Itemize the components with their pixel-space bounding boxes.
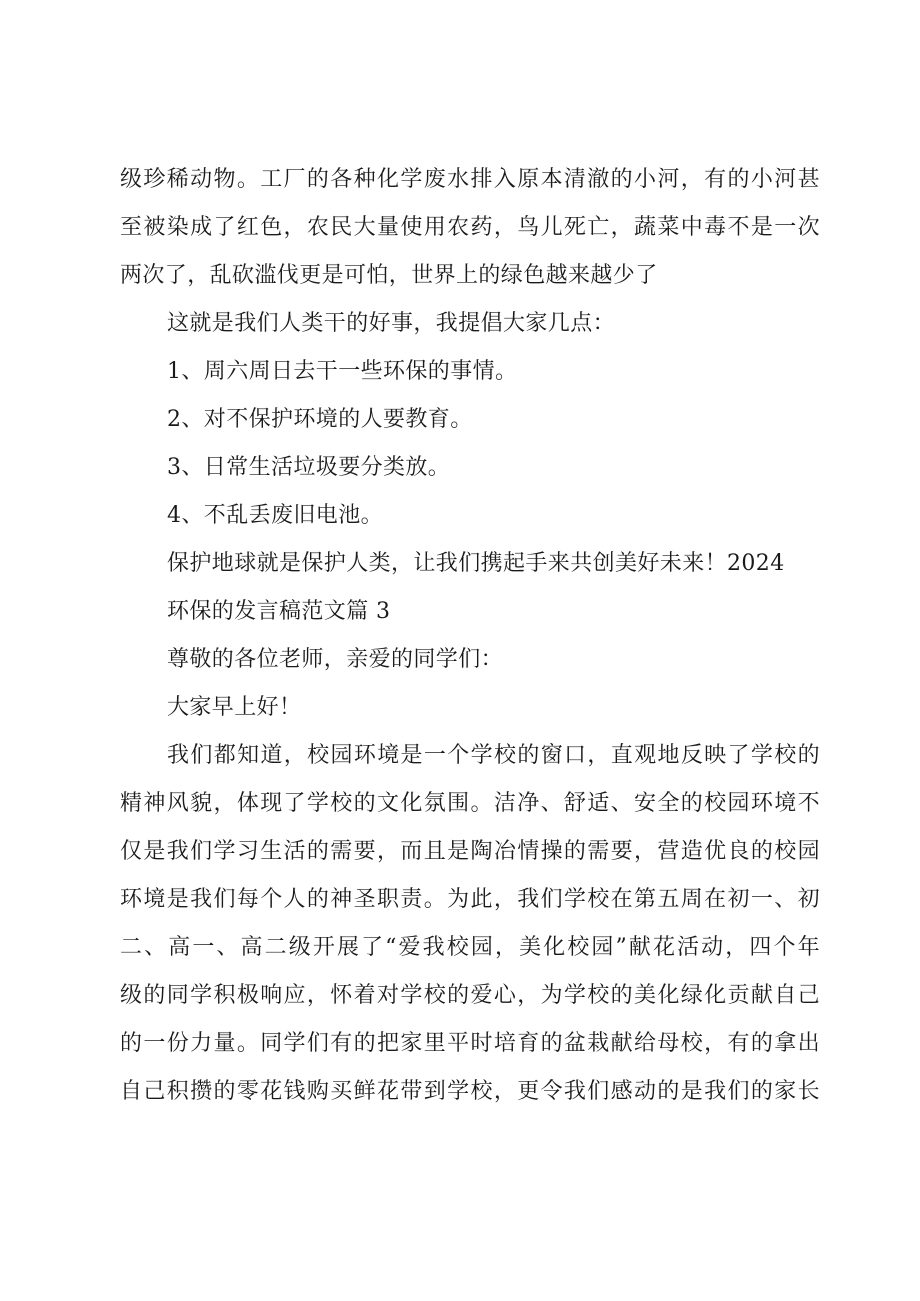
section-title: 环保的发言稿范文篇 3 bbox=[167, 599, 391, 624]
list-item: 4、不乱丢废旧电池。 bbox=[167, 503, 383, 528]
text-line: 级珍稀动物。工厂的各种化学废水排入原本清澈的小河，有的小河甚 bbox=[120, 167, 820, 192]
text-line: 至被染成了红色，农民大量使用农药，鸟儿死亡，蔬菜中毒不是一次 bbox=[120, 215, 820, 240]
text-line: 仅是我们学习生活的需要，而且是陶冶情操的需要，营造优良的校园 bbox=[120, 839, 820, 864]
salutation: 尊敬的各位老师，亲爱的同学们： bbox=[167, 647, 504, 672]
greeting: 大家早上好！ bbox=[167, 695, 302, 720]
text-line: 二、高一、高二级开展了“爱我校园，美化校园”献花活动，四个年 bbox=[120, 935, 820, 960]
text-line: 这就是我们人类干的好事，我提倡大家几点： bbox=[167, 311, 616, 336]
document-body bbox=[120, 156, 820, 1116]
text-line: 环境是我们每个人的神圣职责。为此，我们学校在第五周在初一、初 bbox=[120, 887, 820, 912]
text-line: 级的同学积极响应，怀着对学校的爱心，为学校的美化绿化贡献自己 bbox=[120, 983, 820, 1008]
list-item: 1、周六周日去干一些环保的事情。 bbox=[167, 359, 518, 384]
list-item: 3、日常生活垃圾要分类放。 bbox=[167, 455, 451, 480]
text-line: 的一份力量。同学们有的把家里平时培育的盆栽献给母校，有的拿出 bbox=[120, 1031, 820, 1056]
text-line: 两次了，乱砍滥伐更是可怕，世界上的绿色越来越少了 bbox=[120, 263, 658, 288]
text-line: 保护地球就是保护人类，让我们携起手来共创美好未来！2024 bbox=[167, 551, 785, 576]
text-line: 自己积攒的零花钱购买鲜花带到学校，更令我们感动的是我们的家长 bbox=[120, 1079, 820, 1104]
text-line: 我们都知道，校园环境是一个学校的窗口，直观地反映了学校的 bbox=[167, 743, 820, 768]
list-item: 2、对不保护环境的人要教育。 bbox=[167, 407, 473, 432]
text-line: 精神风貌，体现了学校的文化氛围。洁净、舒适、安全的校园环境不 bbox=[120, 791, 820, 816]
